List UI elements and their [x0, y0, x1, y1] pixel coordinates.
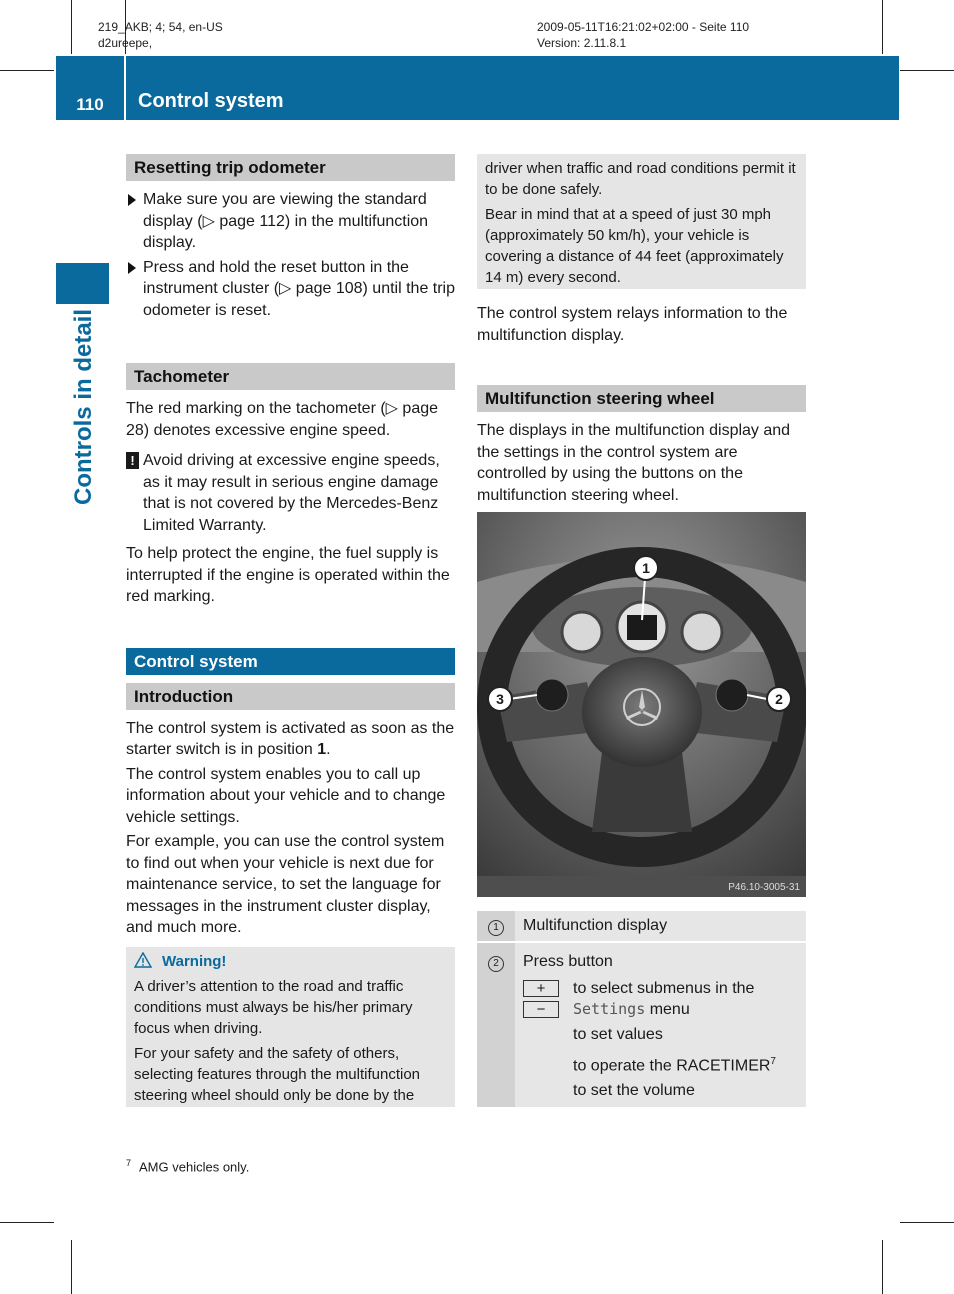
list-item	[126, 189, 455, 254]
bullet-text: Make sure you are viewing the standard display (▷ page 112) in the multifunction display.	[143, 191, 429, 251]
warning-header	[134, 951, 447, 972]
header-divider	[124, 56, 126, 120]
page-number: 110	[76, 95, 104, 114]
heading-control-system: Control system	[126, 648, 455, 675]
table-row	[477, 911, 806, 943]
heading-resetting-trip-odometer: Resetting trip odometer	[126, 154, 455, 181]
function-text: to set values	[573, 1026, 663, 1043]
table-cell-number	[477, 911, 515, 941]
button-description	[523, 978, 798, 1101]
legend-table	[477, 911, 806, 1109]
warning-box	[126, 947, 455, 1107]
print-meta-left	[98, 19, 223, 51]
exclamation-icon: !	[126, 452, 139, 469]
heading-multifunction-steering-wheel: Multifunction steering wheel	[477, 385, 806, 412]
paragraph: The control system relays information to the multifunction display.	[477, 305, 788, 344]
callout-number-1: 1	[488, 920, 504, 936]
warning-triangle-icon	[134, 952, 152, 968]
crop-mark	[0, 70, 54, 71]
steering-wheel-photo	[477, 512, 806, 897]
text: to operate the RACETIMER	[573, 1057, 771, 1075]
footnote-mark: 7	[126, 1158, 132, 1168]
warning-text: For your safety and the safety of others, selecting features through the multifunction steering wheel should only be done by the	[134, 1044, 421, 1104]
print-meta-right	[537, 19, 749, 51]
crop-mark	[900, 70, 954, 71]
text: to select submenus in the	[573, 980, 755, 997]
function-text	[573, 1051, 776, 1076]
callout-number-2: 2	[488, 956, 504, 972]
crop-mark	[71, 1240, 72, 1294]
heading-introduction: Introduction	[126, 683, 455, 710]
warning-title: Warning!	[162, 952, 227, 970]
paragraph: For example, you can use the control system to find out when your vehicle is next due for maintenance service, to set the language for messages in the instrument cluster display, and much more.	[126, 833, 445, 936]
plus-button-icon: +	[523, 980, 559, 997]
paragraph: The displays in the multifunction display and the settings in the control system are controlled by using the buttons on the multifunction steering wheel.	[477, 422, 791, 504]
function-text	[573, 999, 776, 1020]
crop-mark	[71, 0, 72, 54]
meta-right-line2: Version: 2.11.8.1	[537, 36, 627, 50]
button-functions	[573, 978, 776, 1101]
paragraph: The red marking on the tachometer (▷ page 28) denotes excessive engine speed.	[126, 400, 439, 439]
footnote-ref: 7	[770, 1056, 776, 1067]
footnote-text: AMG vehicles only.	[139, 1159, 250, 1175]
bullet-arrow-icon	[128, 262, 136, 274]
text: The control system is activated as soon as the starter switch is in position	[126, 719, 455, 758]
warning-text: Bear in mind that at a speed of just 30 mph (approximately 50 km/h), your vehicle is covering a distance of 44 feet (approximately 14 m) every second.	[485, 206, 784, 286]
table-cell-number	[477, 943, 515, 1107]
function-text: to set the volume	[573, 1082, 695, 1100]
table-row	[477, 943, 806, 1109]
heading-tachometer: Tachometer	[126, 363, 455, 390]
button-symbols	[523, 978, 573, 1101]
paragraph: To help protect the engine, the fuel supply is interrupted if the engine is operated within the red marking.	[126, 545, 450, 605]
paragraph: The control system enables you to call up information about your vehicle and to change vehicle settings.	[126, 765, 446, 826]
paragraph	[126, 718, 455, 761]
note	[126, 450, 455, 536]
chapter-title: Controls in detail	[70, 308, 97, 505]
row-title: Press button	[523, 953, 613, 970]
position-value: 1	[317, 741, 327, 758]
warning-box-continued	[477, 154, 806, 289]
crop-mark	[882, 1240, 883, 1294]
photo-code: P46.10-3005-31	[728, 882, 800, 893]
callout-2: 2	[766, 686, 792, 712]
meta-right-line1: 2009-05-11T16:21:02+02:00 - Seite 110	[537, 20, 750, 34]
crop-mark	[900, 1222, 954, 1223]
callout-1: 1	[633, 555, 659, 581]
bullet-arrow-icon	[128, 194, 136, 206]
warning-text: A driver’s attention to the road and traffic conditions must always be his/her primary focus when driving.	[134, 977, 413, 1037]
meta-left-line2: d2ureepe,	[98, 36, 153, 50]
note-text: Avoid driving at excessive engine speeds, as it may result in serious engine damage that is not covered by the Mercedes-Benz Limited Warranty.	[143, 452, 440, 534]
section-title: Control system	[138, 90, 284, 112]
text: .	[326, 741, 331, 758]
menu-name: Settings	[573, 1000, 646, 1018]
minus-button-icon: −	[523, 1001, 559, 1018]
chapter-tab	[56, 263, 109, 304]
meta-left-line1: 219_AKB; 4; 54, en-US	[98, 20, 223, 34]
table-cell	[515, 943, 806, 1107]
crop-mark	[0, 1222, 54, 1223]
footnote	[126, 1158, 249, 1174]
function-text	[573, 978, 776, 999]
crop-mark	[882, 0, 883, 54]
bullet-text: Press and hold the reset button in the instrument cluster (▷ page 108) until the trip odometer is reset.	[143, 258, 456, 319]
warning-text: driver when traffic and road conditions permit it to be done safely.	[485, 160, 796, 198]
table-cell: Multifunction display	[523, 917, 668, 934]
text: menu	[645, 1001, 690, 1018]
list-item	[126, 257, 455, 322]
left-column	[126, 154, 455, 1107]
callout-3: 3	[487, 686, 513, 712]
right-column	[477, 154, 806, 506]
